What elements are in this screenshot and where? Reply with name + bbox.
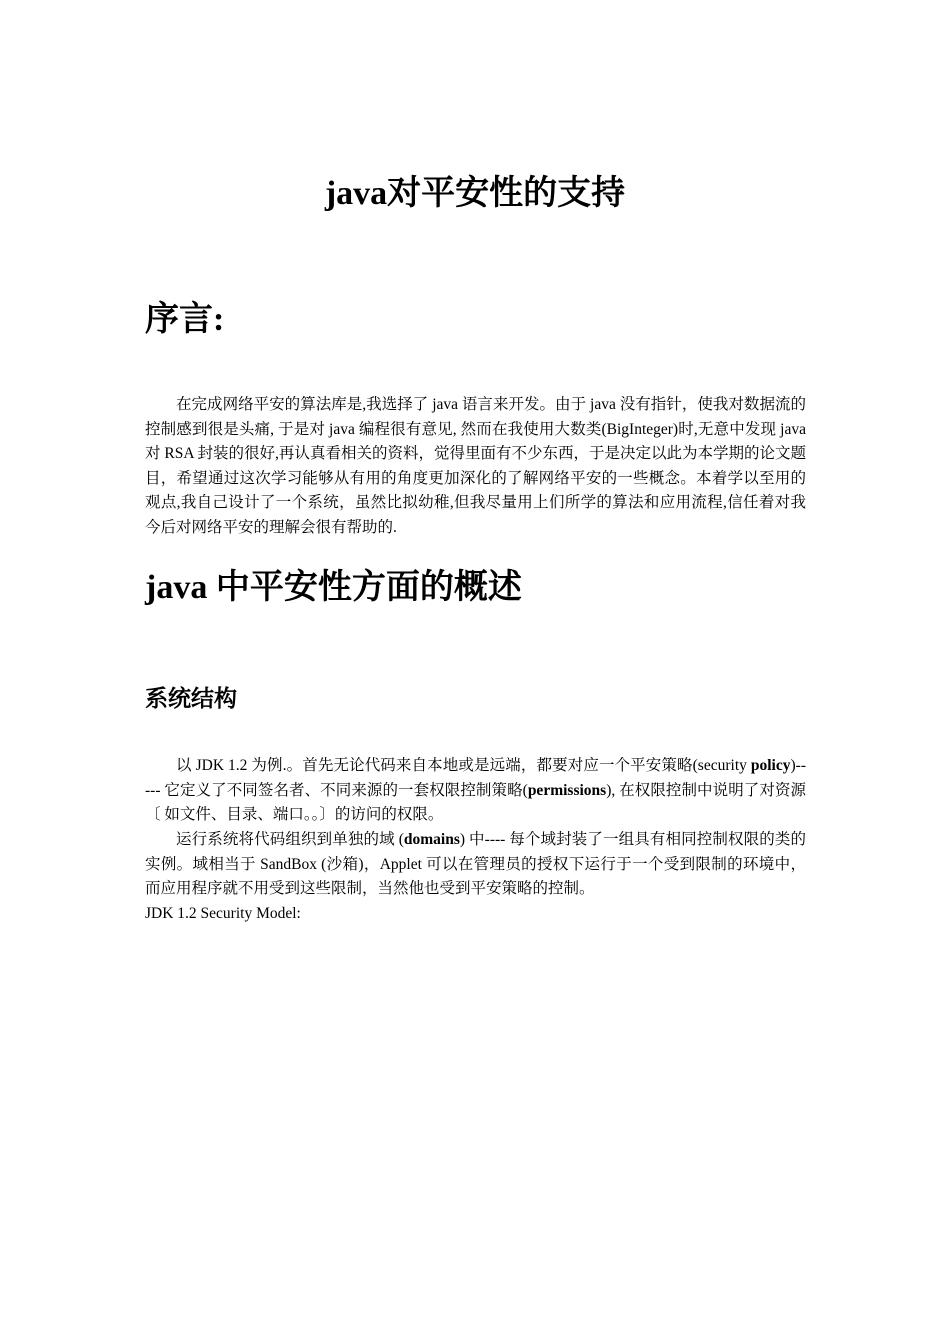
p1-text-3: ), 在权限控制中说明了对资源〔 如文件、目录、端口。。〕的访问的权限。 [145,781,806,823]
p2-text-2: ) 中---- 每个域封装了一组具有相同控制权限的类的实例。域相当于 SandBox (沙箱)，Applet 可以在管理员的授权下运行于一个受到限制的环境中，而应用程序就不用受到这些限制，当然他也受到平安策略的控制。 [145,831,806,897]
system-structure-heading: 系统结构 [145,686,237,712]
p2-text-1: 运行系统将代码组织到单独的域 ( [176,831,404,848]
p1-text-2: )----- 它定义了不同签名者、不同来源的一套权限控制策略( [145,757,806,799]
p1-text-1: 以 JDK 1.2 为例.。首先无论代码来自本地或是远端，都要对应一个平安策略(security [176,757,751,774]
preface-paragraph: 在完成网络平安的算法库是,我选择了 java 语言来开发。由于 java 没有指针，使我对数据流的控制感到很是头痛, 于是对 java 编程很有意见, 然而在我使用大数类(BigInteger)时,无意中发现 java 对 RSA 封装的很好,再认真看相关的资料，觉得里面有不少东西，于是决定以此为本学期的论文题目，希望通过这次学习能够从有用的角度更加深化的了解网络平安的一些概念。本着学以至用的观点,我自己设计了一个系统，虽然比拟幼稚,但我尽量用上们所学的算法和应用流程,信任着对我今后对网络平安的理解会很有帮助的. [145,396,806,536]
system-structure-paragraph-2 [145,828,806,902]
p2-bold-domains: domains [403,831,460,848]
security-model-label: JDK 1.2 Security Model: [145,905,301,922]
overview-heading: java 中平安性方面的概述 [145,569,522,606]
document-title: java对平安性的支持 [324,175,626,212]
system-structure-paragraph-1 [145,754,806,828]
p1-bold-policy: policy [750,757,791,774]
preface-heading: 序言: [145,301,225,338]
p1-bold-permissions: permissions [527,781,607,799]
